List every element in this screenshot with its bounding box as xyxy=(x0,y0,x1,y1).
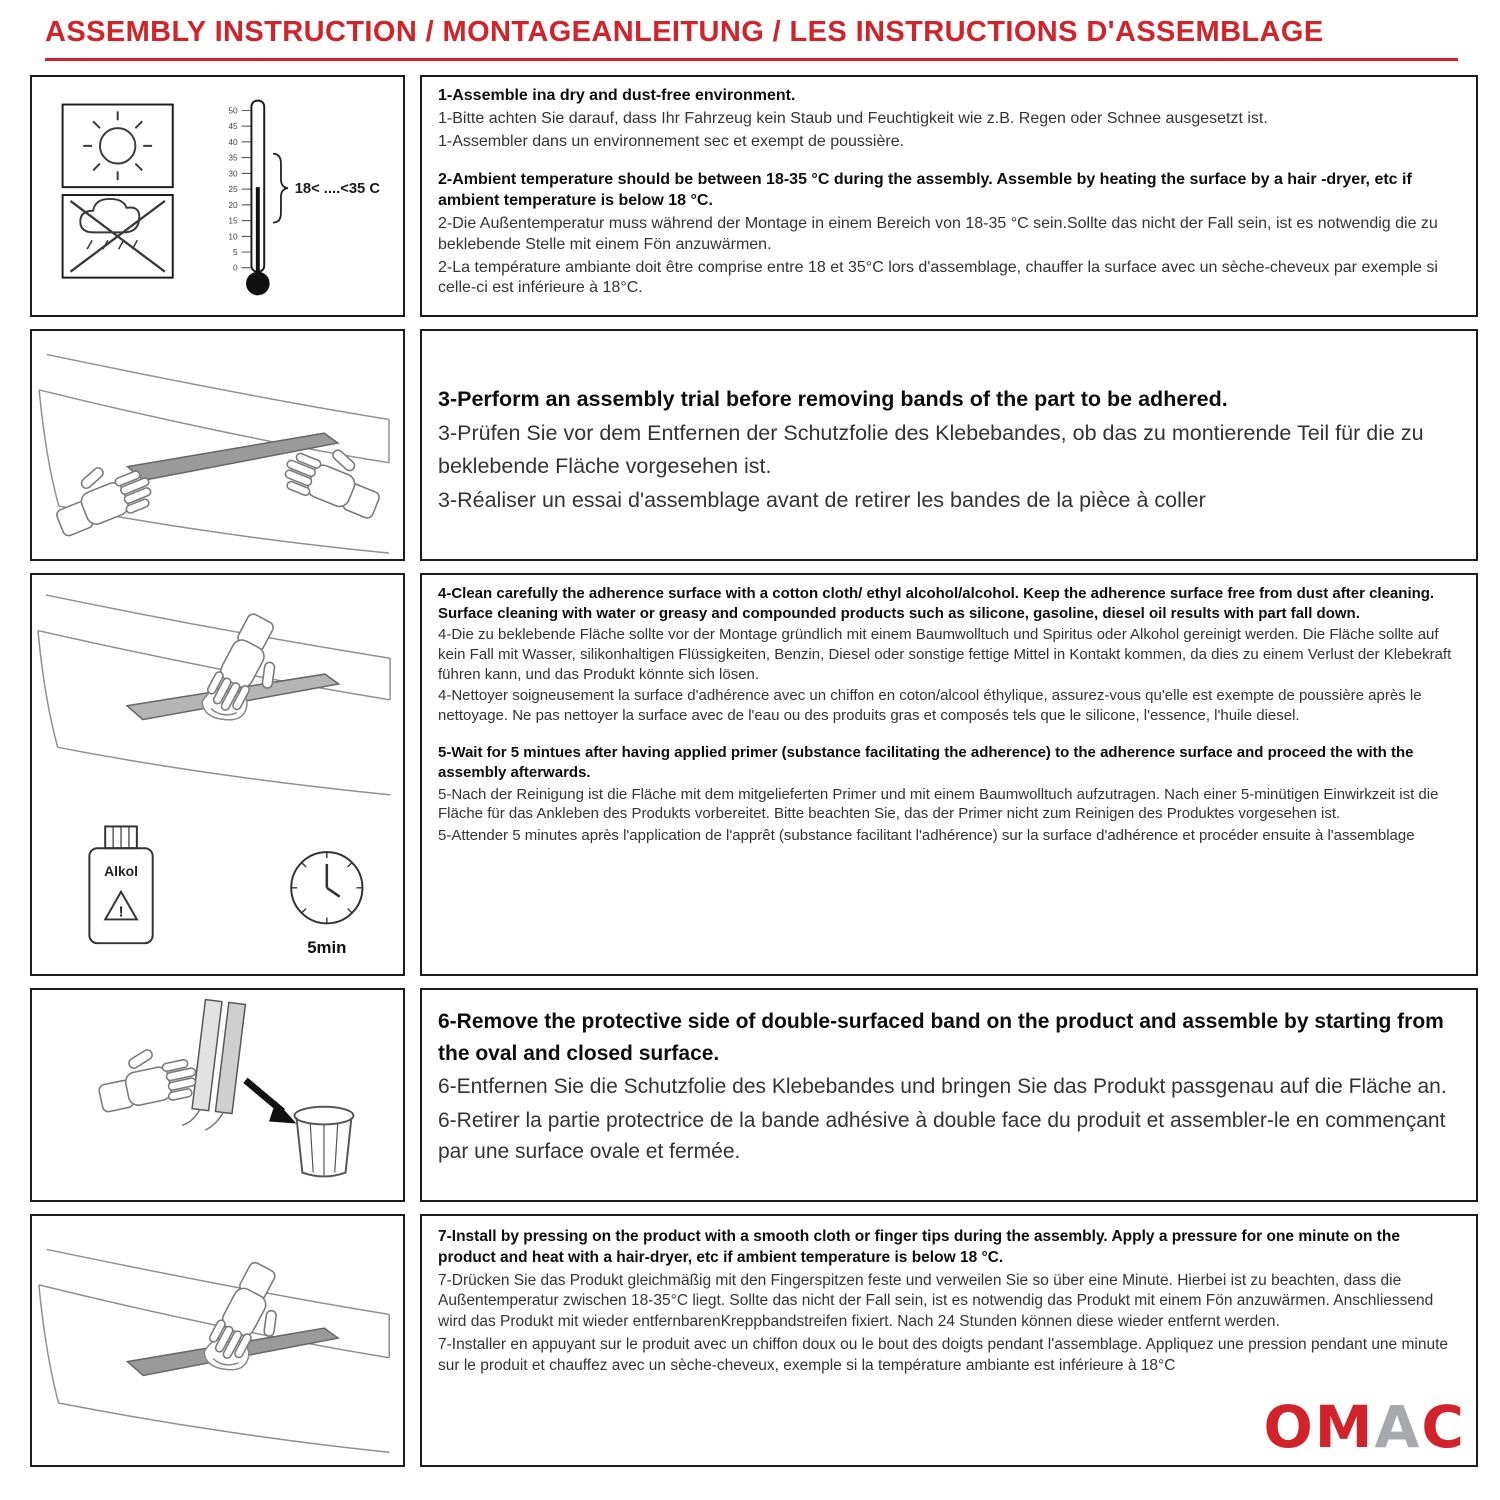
instruction-paragraph: 1-Assembler dans un environnement sec et exempt de poussière. xyxy=(438,132,905,150)
instructions-text-1 xyxy=(420,75,1478,317)
arrow-icon xyxy=(245,1080,296,1123)
alcohol-bottle-icon xyxy=(89,826,152,943)
warning-mark: ! xyxy=(118,904,124,921)
range-brace xyxy=(273,154,288,223)
peel-band-illustration xyxy=(32,990,403,1200)
instruction-section-3 xyxy=(30,573,1478,976)
clock-duration-label: 5min xyxy=(307,938,347,958)
instruction-paragraph: 3-Perform an assembly trial before removing bands of the part to be adhered. xyxy=(438,387,1228,411)
instruction-paragraph: 6-Remove the protective side of double-surfaced band on the product and assemble by starting from the oval and closed surface. xyxy=(438,1010,1444,1065)
figure-press-install xyxy=(30,1214,405,1467)
thermometer-scale-label: 20 xyxy=(228,199,238,210)
instruction-section-2 xyxy=(30,329,1478,561)
instructions-text-3 xyxy=(420,573,1478,976)
thermometer-scale-label: 5 xyxy=(233,247,238,258)
thermometer-scale-label: 15 xyxy=(228,215,238,226)
instruction-paragraph: 3-Prüfen Sie vor dem Entfernen der Schutzfolie des Klebebandes, ob das zu montierende Teil für die zu beklebende Fläche vorgesehen ist. xyxy=(438,421,1424,478)
instruction-paragraph: 2-La température ambiante doit être comprise entre 18 et 35°C lors d'assemblage, chauffer la surface avec un sèche-cheveux par exemple si celle-ci est inférieure à 18°C. xyxy=(438,258,1438,297)
instruction-section-5 xyxy=(30,1214,1478,1467)
instruction-paragraph: 4-Die zu beklebende Fläche sollte vor der Montage gründlich mit einem Baumwolltuch und Spiritus oder Alkohol gereinigt werden. Die Fläche sollte auf kein Fall mit Wasser, silikonhaltigen Flüssigkeiten, Benzin, Diesel oder sonstige fettige Mittel in Kontakt kommen, da dies zu einem Verlust der Klebekraft führen kann, und das Produkt könnte sich lösen. xyxy=(438,626,1452,683)
instruction-paragraph: 4-Nettoyer soigneusement la surface d'adhérence avec un chiffon en coton/alcool éthylique, assurez-vous qu'elle est exempte de poussière après le nettoyage. Ne pas nettoyer la surface avec de l'eau ou des produits gras et composés tels que le silicone, l'essence, l'huile diesel. xyxy=(438,687,1422,724)
figure-cleaning xyxy=(30,573,405,976)
instruction-paragraph: 5-Nach der Reinigung ist die Fläche mit dem mitgelieferten Primer und mit einem Baumwolltuch aufzutragen. Nach einer 5-minütigen Einwirkzeit ist die Fläche für das Ankleben des Produkts vorbereitet. Bitte beachten Sie, das der Primer nicht zum Reinigen des Produktes vorgesehen ist. xyxy=(438,785,1439,823)
trash-can-icon xyxy=(295,1107,354,1177)
logo-letters-om: OM xyxy=(1263,1393,1375,1461)
instructions-text-2 xyxy=(420,329,1478,561)
page-title: ASSEMBLY INSTRUCTION / MONTAGEANLEITUNG / LES INSTRUCTIONS D'ASSEMBLAGE xyxy=(45,16,1324,48)
trial-fit-illustration xyxy=(32,331,403,559)
instruction-paragraph: 5-Attender 5 minutes après l'application de l'apprêt (substance facilitant l'adhérence) sur la surface d'adhérence et procéder ensuite à l'assemblage xyxy=(438,827,1415,845)
thermometer-scale-label: 30 xyxy=(228,168,238,179)
press-install-illustration xyxy=(32,1216,403,1465)
instruction-section-1 xyxy=(30,75,1478,317)
instruction-section-4 xyxy=(30,988,1478,1202)
temperature-range-label: 18< ....<35 C xyxy=(294,181,380,198)
sun-icon xyxy=(63,105,173,188)
thermometer-scale-label: 45 xyxy=(228,121,238,132)
instructions-text-4 xyxy=(420,988,1478,1202)
omac-logo xyxy=(1263,1393,1467,1461)
instruction-paragraph: 6-Entfernen Sie die Schutzfolie des Klebebandes und bringen Sie das Produkt passgenau auf die Fläche an. xyxy=(438,1075,1447,1098)
instruction-paragraph: 4-Clean carefully the adherence surface with a cotton cloth/ ethyl alcohol/alcohol. Keep the adherence surface free from dust after cleaning. Surface cleaning with water or greasy and compounded products such as silicone, gasoline, diesel oil results with part fall down. xyxy=(438,585,1435,622)
adhesive-strips-icon xyxy=(182,999,246,1133)
thermometer-scale-label: 10 xyxy=(228,231,238,242)
hand-icon xyxy=(93,1040,201,1115)
page-header xyxy=(45,0,1458,61)
instruction-paragraph: 7-Install by pressing on the product with a smooth cloth or finger tips during the assembly. Apply a pressure for one minute on the product and heat with a hair-dryer, etc if ambient temperature is below 18 °C. xyxy=(438,1228,1400,1266)
instruction-paragraph: 2-Die Außentemperatur muss während der Montage in einem Bereich von 18-35 °C sein.Sollte das nicht der Fall sein, ist es notwendig die zu beklebende Stelle mit einem Fön anzuwärmen. xyxy=(438,214,1438,253)
figure-peel-band xyxy=(30,988,405,1202)
thermometer-scale-label: 0 xyxy=(233,262,238,273)
instruction-paragraph: 1-Assemble ina dry and dust-free environment. xyxy=(438,87,796,104)
instruction-rows xyxy=(0,75,1500,1467)
instruction-paragraph: 2-Ambient temperature should be between 18-35 °C during the assembly. Assemble by heating the surface by a hair -dryer, etc if ambient temperature is below 18 °C. xyxy=(438,171,1412,210)
warning-triangle-icon xyxy=(105,892,137,921)
alcohol-bottle-label: Alkol xyxy=(104,862,138,879)
clock-icon xyxy=(291,852,362,923)
cleaning-illustration xyxy=(32,575,403,974)
figure-environment-illustration xyxy=(32,77,403,315)
instruction-paragraph: 1-Bitte achten Sie darauf, dass Ihr Fahrzeug kein Staub und Feuchtigkeit wie z.B. Regen oder Schnee ausgesetzt ist. xyxy=(438,109,1268,127)
instruction-paragraph: 6-Retirer la partie protectrice de la bande adhésive à double face du produit et assembler-le en commençant par une surface ovale et fermée. xyxy=(438,1108,1446,1163)
logo-letter-c: C xyxy=(1421,1393,1466,1461)
instruction-paragraph: 5-Wait for 5 mintues after having applied primer (substance facilitating the adherence) to the adherence surface and proceed the with the assembly afterwards. xyxy=(438,744,1414,782)
thermometer-icon xyxy=(228,101,380,296)
thermometer-scale-label: 25 xyxy=(228,184,238,195)
thermometer-scale-label: 40 xyxy=(228,136,238,147)
logo-letter-a: A xyxy=(1374,1393,1422,1461)
no-rain-icon xyxy=(63,195,173,278)
thermometer-scale-label: 50 xyxy=(228,105,238,116)
thermometer-scale-label: 35 xyxy=(228,152,238,163)
figure-environment xyxy=(30,75,405,317)
figure-trial-fit xyxy=(30,329,405,561)
instruction-paragraph: 7-Installer en appuyant sur le produit avec un chiffon doux ou le bout des doigts pendant l'assemblage. Appliquez une pression pendant une minute sur le produit et chauffez avec un sèche-cheveux, exemple si la température ambiante est inférieure à 18°C xyxy=(438,1335,1449,1374)
instruction-paragraph: 3-Réaliser un essai d'assemblage avant de retirer les bandes de la pièce à coller xyxy=(438,487,1206,512)
instruction-paragraph: 7-Drücken Sie das Produkt gleichmäßig mit den Fingerspitzen feste und verweilen Sie so über eine Minute. Hierbei ist zu beachten, dass die Außentemperatur zwischen 18-35°C liegt. Sollte das nicht der Fall sein, ist es notwendig das Produkt mit einem Fön anzuwärmen. Anschliessend wird das Produkt mit wieder entfernbarenKreppbandstreifen fixiert. Nach 24 Stunden können diese wieder entfernt werden. xyxy=(438,1271,1434,1331)
